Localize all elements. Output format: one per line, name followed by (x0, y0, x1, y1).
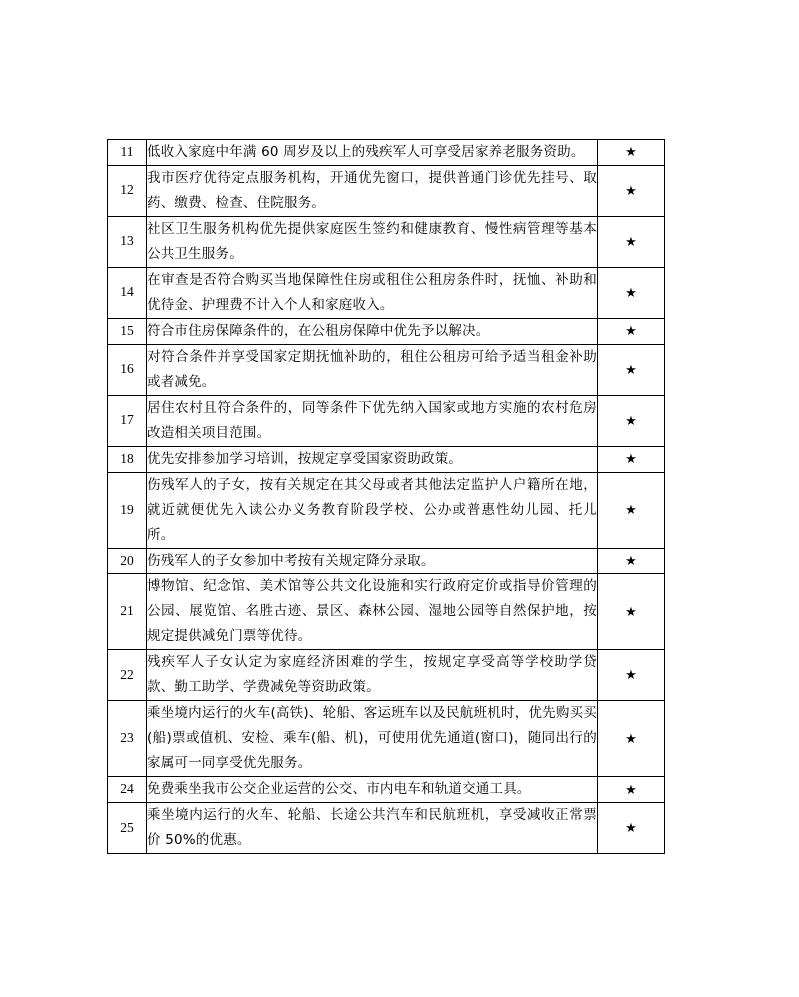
row-description: 免费乘坐我市公交企业运营的公交、市内电车和轨道交通工具。 (147, 777, 598, 803)
benefits-table-container (107, 139, 663, 854)
star-icon: ★ (625, 553, 637, 569)
table-row (108, 344, 665, 395)
row-number: 15 (108, 318, 147, 344)
row-description: 低收入家庭中年满 60 周岁及以上的残疾军人可享受居家养老服务资助。 (147, 140, 598, 166)
row-description: 社区卫生服务机构优先提供家庭医生签约和健康教育、慢性病管理等基本公共卫生服务。 (147, 216, 598, 267)
star-icon: ★ (625, 324, 637, 340)
table-row (108, 650, 665, 701)
table-row (108, 140, 665, 166)
row-description: 乘坐境内运行的火车、轮船、长途公共汽车和民航班机，享受减收正常票价 50%的优惠。 (147, 803, 598, 854)
row-number: 23 (108, 701, 147, 777)
row-mark (598, 701, 665, 777)
row-description: 伤残军人的子女，按有关规定在其父母或者其他法定监护人户籍所在地，就近就便优先入读公办义务教育阶段学校、公办或普惠性幼儿园、托儿所。 (147, 472, 598, 548)
star-icon: ★ (625, 604, 637, 620)
row-number: 16 (108, 344, 147, 395)
row-description: 在审查是否符合购买当地保障性住房或租住公租房条件时，抚恤、补助和优待金、护理费不计入个人和家庭收入。 (147, 267, 598, 318)
table-row (108, 701, 665, 777)
star-icon: ★ (625, 183, 637, 199)
row-mark (598, 650, 665, 701)
table-row (108, 165, 665, 216)
star-icon: ★ (625, 782, 637, 798)
table-row (108, 472, 665, 548)
table-row (108, 803, 665, 854)
row-description: 博物馆、纪念馆、美术馆等公共文化设施和实行政府定价或指导价管理的公园、展览馆、名胜古迹、景区、森林公园、湿地公园等自然保护地，按规定提供减免门票等优待。 (147, 574, 598, 650)
star-icon: ★ (625, 145, 637, 161)
row-description: 居住农村且符合条件的，同等条件下优先纳入国家或地方实施的农村危房改造相关项目范围。 (147, 395, 598, 446)
row-mark (598, 344, 665, 395)
table-row (108, 777, 665, 803)
star-icon: ★ (625, 668, 637, 684)
table-row (108, 318, 665, 344)
row-description: 我市医疗优待定点服务机构，开通优先窗口，提供普通门诊优先挂号、取药、缴费、检查、住院服务。 (147, 165, 598, 216)
row-mark (598, 318, 665, 344)
star-icon: ★ (625, 234, 637, 250)
row-number: 24 (108, 777, 147, 803)
row-number: 22 (108, 650, 147, 701)
row-mark (598, 267, 665, 318)
benefits-table-body (108, 140, 665, 854)
star-icon: ★ (625, 413, 637, 429)
row-mark (598, 548, 665, 574)
star-icon: ★ (625, 452, 637, 468)
row-mark (598, 803, 665, 854)
row-number: 19 (108, 472, 147, 548)
row-mark (598, 140, 665, 166)
table-row (108, 395, 665, 446)
row-mark (598, 216, 665, 267)
row-number: 11 (108, 140, 147, 166)
row-number: 12 (108, 165, 147, 216)
row-number: 13 (108, 216, 147, 267)
row-description: 对符合条件并享受国家定期抚恤补助的，租住公租房可给予适当租金补助或者减免。 (147, 344, 598, 395)
row-description: 残疾军人子女认定为家庭经济困难的学生，按规定享受高等学校助学贷款、勤工助学、学费减免等资助政策。 (147, 650, 598, 701)
row-mark (598, 446, 665, 472)
table-row (108, 267, 665, 318)
star-icon: ★ (625, 502, 637, 518)
row-mark (598, 472, 665, 548)
star-icon: ★ (625, 731, 637, 747)
row-mark (598, 165, 665, 216)
row-description: 符合市住房保障条件的，在公租房保障中优先予以解决。 (147, 318, 598, 344)
row-mark (598, 777, 665, 803)
row-mark (598, 574, 665, 650)
row-description: 优先安排参加学习培训，按规定享受国家资助政策。 (147, 446, 598, 472)
row-description: 伤残军人的子女参加中考按有关规定降分录取。 (147, 548, 598, 574)
table-row (108, 548, 665, 574)
row-number: 20 (108, 548, 147, 574)
star-icon: ★ (625, 285, 637, 301)
row-description: 乘坐境内运行的火车(高铁)、轮船、客运班车以及民航班机时，优先购买买(船)票或值机、安检、乘车(船、机)，可使用优先通道(窗口)，随同出行的家属可一同享受优先服务。 (147, 701, 598, 777)
table-row (108, 216, 665, 267)
row-mark (598, 395, 665, 446)
benefits-table (107, 139, 665, 854)
row-number: 14 (108, 267, 147, 318)
row-number: 21 (108, 574, 147, 650)
row-number: 18 (108, 446, 147, 472)
star-icon: ★ (625, 821, 637, 837)
table-row (108, 574, 665, 650)
table-row (108, 446, 665, 472)
star-icon: ★ (625, 362, 637, 378)
row-number: 17 (108, 395, 147, 446)
row-number: 25 (108, 803, 147, 854)
